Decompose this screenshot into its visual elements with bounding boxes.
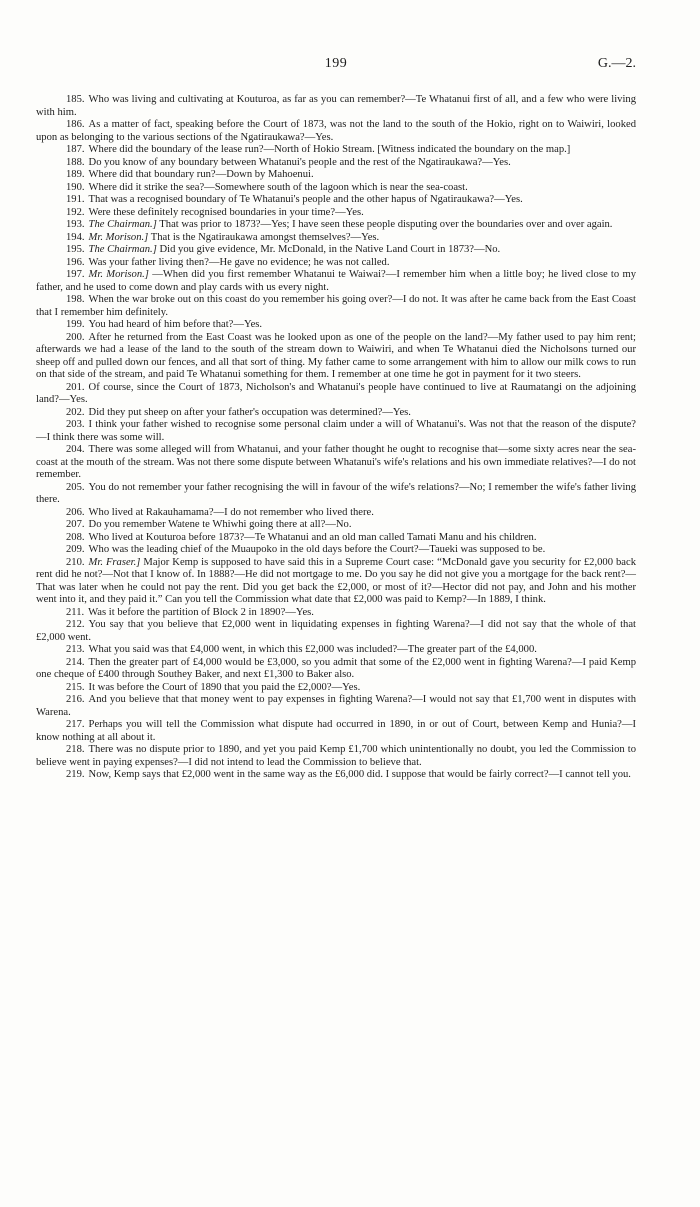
testimony-text: That was a recognised boundary of Te Whatanui's people and the other hapus of Ngatiraukawa?—Yes. <box>88 194 523 205</box>
question-number: 198. <box>66 294 85 305</box>
testimony-paragraph <box>36 319 636 332</box>
page-header <box>36 56 636 76</box>
testimony-paragraph <box>36 657 636 682</box>
speaker-label: Mr. Fraser.] <box>88 556 141 568</box>
testimony-body <box>36 94 636 782</box>
testimony-text: Who was living and cultivating at Kouturoa, as far as you can remember?—Te Whatanui first of all, and a few who were living with him. <box>36 94 636 118</box>
testimony-text: Do you know of any boundary between Whatanui's people and the rest of the Ngatiraukawa?—Yes. <box>88 156 511 168</box>
testimony-text: Major Kemp is supposed to have said this in a Supreme Court case: “McDonald gave you security for £2,000 back rent did he not?—Not that I know of. In 1888?—He did not mortgage to me. Do you say he did not give you a mortgage for the back rent?—That was later when he could not pay the rent. Did you get back the £2,000, or most of it?—Hector did not pay, and John and his mother went into it, and they paid it.” Can you tell the Commission what date that £2,000 was paid to Kemp?—In 1889, I think. <box>36 556 636 605</box>
testimony-text: Where did the boundary of the lease run?—North of Hokio Stream. [Witness indicated the boundary on the map.] <box>88 144 571 155</box>
testimony-paragraph <box>36 169 636 182</box>
testimony-text: Were these definitely recognised boundaries in your time?—Yes. <box>88 206 364 218</box>
testimony-text: Where did it strike the sea?—Somewhere south of the lagoon which is near the sea-coast. <box>88 181 468 193</box>
question-number: 219. <box>66 769 85 780</box>
testimony-paragraph <box>36 644 636 657</box>
testimony-text: Now, Kemp says that £2,000 went in the same way as the £6,000 did. I suppose that would be fairly correct?—I cannot tell you. <box>88 769 631 780</box>
testimony-paragraph <box>36 682 636 695</box>
question-number: 197. <box>66 269 85 280</box>
testimony-paragraph <box>36 744 636 769</box>
testimony-text: —When did you first remember Whatanui te Waiwai?—I remember him when a little boy; he lived close to my father, and he used to come down and play cards with us every night. <box>36 269 636 293</box>
question-number: 185. <box>66 94 85 105</box>
testimony-paragraph <box>36 269 636 294</box>
speaker-label: The Chairman.] <box>88 244 157 255</box>
testimony-paragraph <box>36 332 636 382</box>
speaker-label: The Chairman.] <box>88 219 157 230</box>
testimony-paragraph <box>36 407 636 420</box>
testimony-paragraph <box>36 232 636 245</box>
question-number: 213. <box>66 644 85 655</box>
testimony-paragraph <box>36 157 636 170</box>
testimony-text: And you believe that that money went to pay expenses in fighting Warena?—I would not say that £1,700 went in disputes with Warena. <box>36 694 636 718</box>
testimony-text: You say that you believe that £2,000 went in liquidating expenses in fighting Warena?—I did not say that the whole of that £2,000 went. <box>36 619 636 643</box>
testimony-paragraph <box>36 694 636 719</box>
testimony-text: Was your father living then?—He gave no evidence; he was not called. <box>88 256 390 268</box>
question-number: 206. <box>66 506 85 518</box>
question-number: 210. <box>66 556 85 568</box>
question-number: 196. <box>66 256 85 268</box>
question-number: 191. <box>66 194 85 205</box>
testimony-paragraph <box>36 544 636 557</box>
question-number: 204. <box>66 444 85 455</box>
question-number: 190. <box>66 181 85 193</box>
testimony-paragraph <box>36 619 636 644</box>
testimony-paragraph <box>36 244 636 257</box>
testimony-text: Who was the leading chief of the Muaupoko in the old days before the Court?—Taueki was supposed to be. <box>88 544 546 555</box>
speaker-label: Mr. Morison.] <box>88 269 149 280</box>
question-number: 203. <box>66 419 85 430</box>
testimony-text: Did they put sheep on after your father's occupation was determined?—Yes. <box>88 406 411 418</box>
testimony-text: There was some alleged will from Whatanui, and your father thought he ought to recognise that—some sixty acres near the sea-coast at the mouth of the stream. Was not there some dispute between Whatanui's wife's relations and his own immediate relatives?—I do not remember. <box>36 444 636 480</box>
testimony-paragraph <box>36 257 636 270</box>
testimony-text: As a matter of fact, speaking before the Court of 1873, was not the land to the south of the Hokio, right on to Waiwiri, looked upon as belonging to the various sections of the Ngatiraukawa?—Yes. <box>36 119 636 143</box>
testimony-text: Who lived at Rakauhamama?—I do not remember who lived there. <box>88 506 374 518</box>
testimony-paragraph <box>36 194 636 207</box>
question-number: 202. <box>66 406 85 418</box>
testimony-paragraph <box>36 532 636 545</box>
testimony-text: When the war broke out on this coast do you remember his going over?—I do not. It was after he came back from the East Coast that I remember him definitely. <box>36 294 636 318</box>
testimony-paragraph <box>36 507 636 520</box>
question-number: 192. <box>66 206 85 218</box>
question-number: 199. <box>66 319 85 330</box>
testimony-paragraph <box>36 207 636 220</box>
testimony-text: Perhaps you will tell the Commission what dispute had occurred in 1890, in or out of Court, between Kemp and Hunia?—I know nothing at all about it. <box>36 719 636 743</box>
question-number: 208. <box>66 531 85 543</box>
speaker-label: Mr. Morison.] <box>88 231 149 243</box>
testimony-text: Did you give evidence, Mr. McDonald, in the Native Land Court in 1873?—No. <box>159 244 501 255</box>
page-number: 199 <box>324 56 348 71</box>
question-number: 201. <box>66 381 85 393</box>
testimony-paragraph <box>36 519 636 532</box>
testimony-text: That is the Ngatiraukawa amongst themselves?—Yes. <box>150 231 380 243</box>
testimony-text: It was before the Court of 1890 that you paid the £2,000?—Yes. <box>88 681 361 693</box>
testimony-paragraph <box>36 557 636 607</box>
testimony-paragraph <box>36 294 636 319</box>
question-number: 212. <box>66 619 85 630</box>
testimony-text: There was no dispute prior to 1890, and yet you paid Kemp £1,700 which unintentionally no doubt, you led the Commission to believe went in paying expenses?—I did not intend to lead the Commission to believe that. <box>36 744 636 768</box>
testimony-text: Where did that boundary run?—Down by Mahoenui. <box>88 169 314 180</box>
testimony-paragraph <box>36 719 636 744</box>
question-number: 200. <box>66 331 85 343</box>
testimony-text: After he returned from the East Coast was he looked upon as one of the people on the land?—My father used to pay him rent; afterwards we had a lease of the land to the south of the stream down to Waiwiri, and when Te Whatanui died the Nicholsons turned our sheep off and pulled down our fences, and all that sort of thing. My father came to some arrangement with him to allow our milk cows to run on that side of the stream, and paid Te Whatanui something for them. I remember at one time he got in payment for it two steers. <box>36 331 636 380</box>
testimony-paragraph <box>36 144 636 157</box>
question-number: 193. <box>66 219 85 230</box>
testimony-text: Then the greater part of £4,000 would be £3,000, so you admit that some of the £2,000 went in fighting Warena?—I paid Kemp one cheque of £400 through Southey Baker, and next £1,300 to Baker also. <box>36 656 636 680</box>
question-number: 211. <box>66 606 85 618</box>
testimony-paragraph <box>36 769 636 782</box>
question-number: 194. <box>66 231 85 243</box>
question-number: 209. <box>66 544 85 555</box>
question-number: 214. <box>66 656 85 668</box>
question-number: 195. <box>66 244 85 255</box>
question-number: 187. <box>66 144 85 155</box>
testimony-text: You had heard of him before that?—Yes. <box>88 319 263 330</box>
question-number: 189. <box>66 169 85 180</box>
testimony-paragraph <box>36 382 636 407</box>
testimony-paragraph <box>36 119 636 144</box>
testimony-text: What you said was that £4,000 went, in which this £2,000 was included?—The greater part of the £4,000. <box>88 644 537 655</box>
testimony-text: Who lived at Kouturoa before 1873?—Te Whatanui and an old man called Tamati Manu and his children. <box>88 531 537 543</box>
testimony-text: Do you remember Watene te Whiwhi going there at all?—No. <box>88 519 352 530</box>
testimony-text: Was it before the partition of Block 2 in 1890?—Yes. <box>88 606 314 618</box>
testimony-paragraph <box>36 444 636 482</box>
question-number: 216. <box>66 694 85 705</box>
testimony-paragraph <box>36 482 636 507</box>
question-number: 188. <box>66 156 85 168</box>
testimony-text: Of course, since the Court of 1873, Nicholson's and Whatanui's people have continued to live at Raumatangi on the adjoining land?—Yes. <box>36 381 636 405</box>
document-reference: G.—2. <box>597 56 636 71</box>
question-number: 207. <box>66 519 85 530</box>
testimony-paragraph <box>36 607 636 620</box>
testimony-paragraph <box>36 419 636 444</box>
testimony-text: That was prior to 1873?—Yes; I have seen these people disputing over the boundaries over and over again. <box>159 219 613 230</box>
question-number: 215. <box>66 681 85 693</box>
question-number: 217. <box>66 719 85 730</box>
testimony-text: You do not remember your father recognising the will in favour of the wife's relations?—No; I remember the wife's father living there. <box>36 481 636 505</box>
testimony-paragraph <box>36 182 636 195</box>
question-number: 218. <box>66 744 85 755</box>
testimony-paragraph <box>36 219 636 232</box>
question-number: 186. <box>66 119 85 130</box>
testimony-paragraph <box>36 94 636 119</box>
question-number: 205. <box>66 481 85 493</box>
testimony-text: I think your father wished to recognise some personal claim under a will of Whatanui's. Was not that the reason of the dispute?—I think there was some will. <box>36 419 636 443</box>
